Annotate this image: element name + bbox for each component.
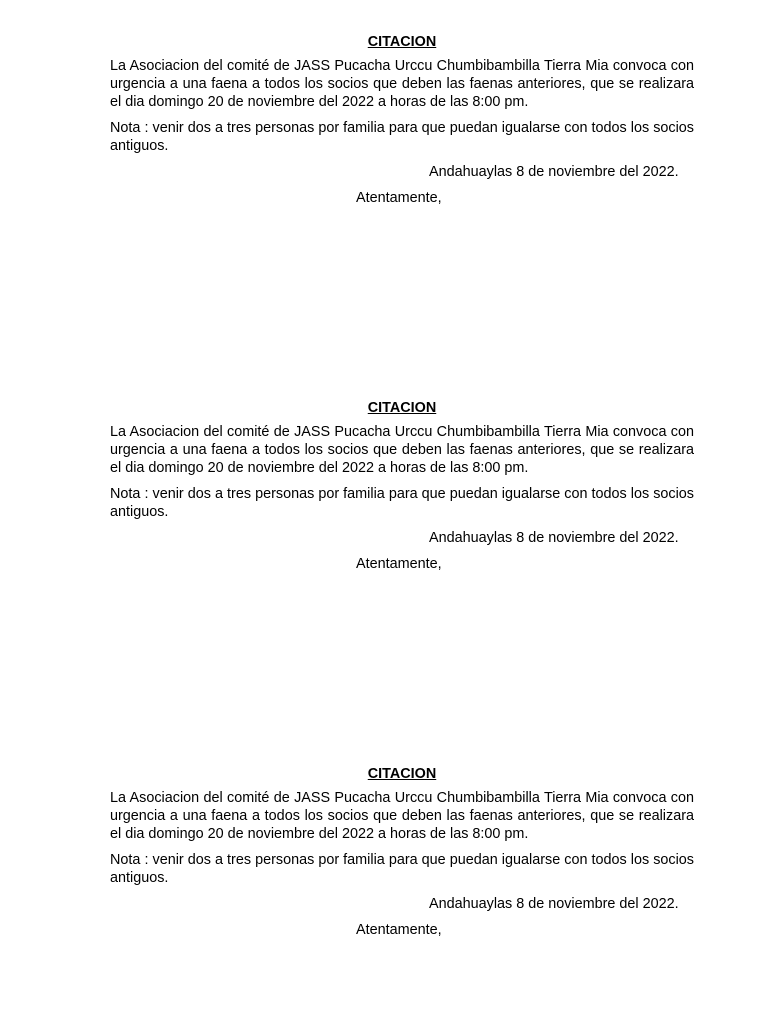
citation-closing: Atentamente, <box>356 556 442 572</box>
citation-body: La Asociacion del comité de JASS Pucacha Urccu Chumbibambilla Tierra Mia convoca con urgencia a una faena a todos los socios que deben las faenas anteriores, que se realizara el dia domingo 20 de noviembre del 2022 a horas de las 8:00 pm. <box>110 424 694 476</box>
citation-place-date: Andahuaylas 8 de noviembre del 2022. <box>429 164 679 180</box>
citation-closing: Atentamente, <box>356 190 442 206</box>
citation-title: CITACION <box>367 34 437 50</box>
citation-block <box>110 33 694 207</box>
citation-block <box>110 765 694 939</box>
citation-body: La Asociacion del comité de JASS Pucacha Urccu Chumbibambilla Tierra Mia convoca con urgencia a una faena a todos los socios que deben las faenas anteriores, que se realizara el dia domingo 20 de noviembre del 2022 a horas de las 8:00 pm. <box>110 790 694 842</box>
citation-title: CITACION <box>367 766 437 782</box>
citation-closing: Atentamente, <box>356 922 442 938</box>
citation-note: Nota : venir dos a tres personas por familia para que puedan igualarse con todos los socios antiguos. <box>110 486 694 520</box>
citation-block <box>110 399 694 573</box>
citation-note: Nota : venir dos a tres personas por familia para que puedan igualarse con todos los socios antiguos. <box>110 120 694 154</box>
citation-place-date: Andahuaylas 8 de noviembre del 2022. <box>429 896 679 912</box>
citation-body: La Asociacion del comité de JASS Pucacha Urccu Chumbibambilla Tierra Mia convoca con urgencia a una faena a todos los socios que deben las faenas anteriores, que se realizara el dia domingo 20 de noviembre del 2022 a horas de las 8:00 pm. <box>110 58 694 110</box>
citation-place-date: Andahuaylas 8 de noviembre del 2022. <box>429 530 679 546</box>
citation-note: Nota : venir dos a tres personas por familia para que puedan igualarse con todos los socios antiguos. <box>110 852 694 886</box>
citation-title: CITACION <box>367 400 437 416</box>
